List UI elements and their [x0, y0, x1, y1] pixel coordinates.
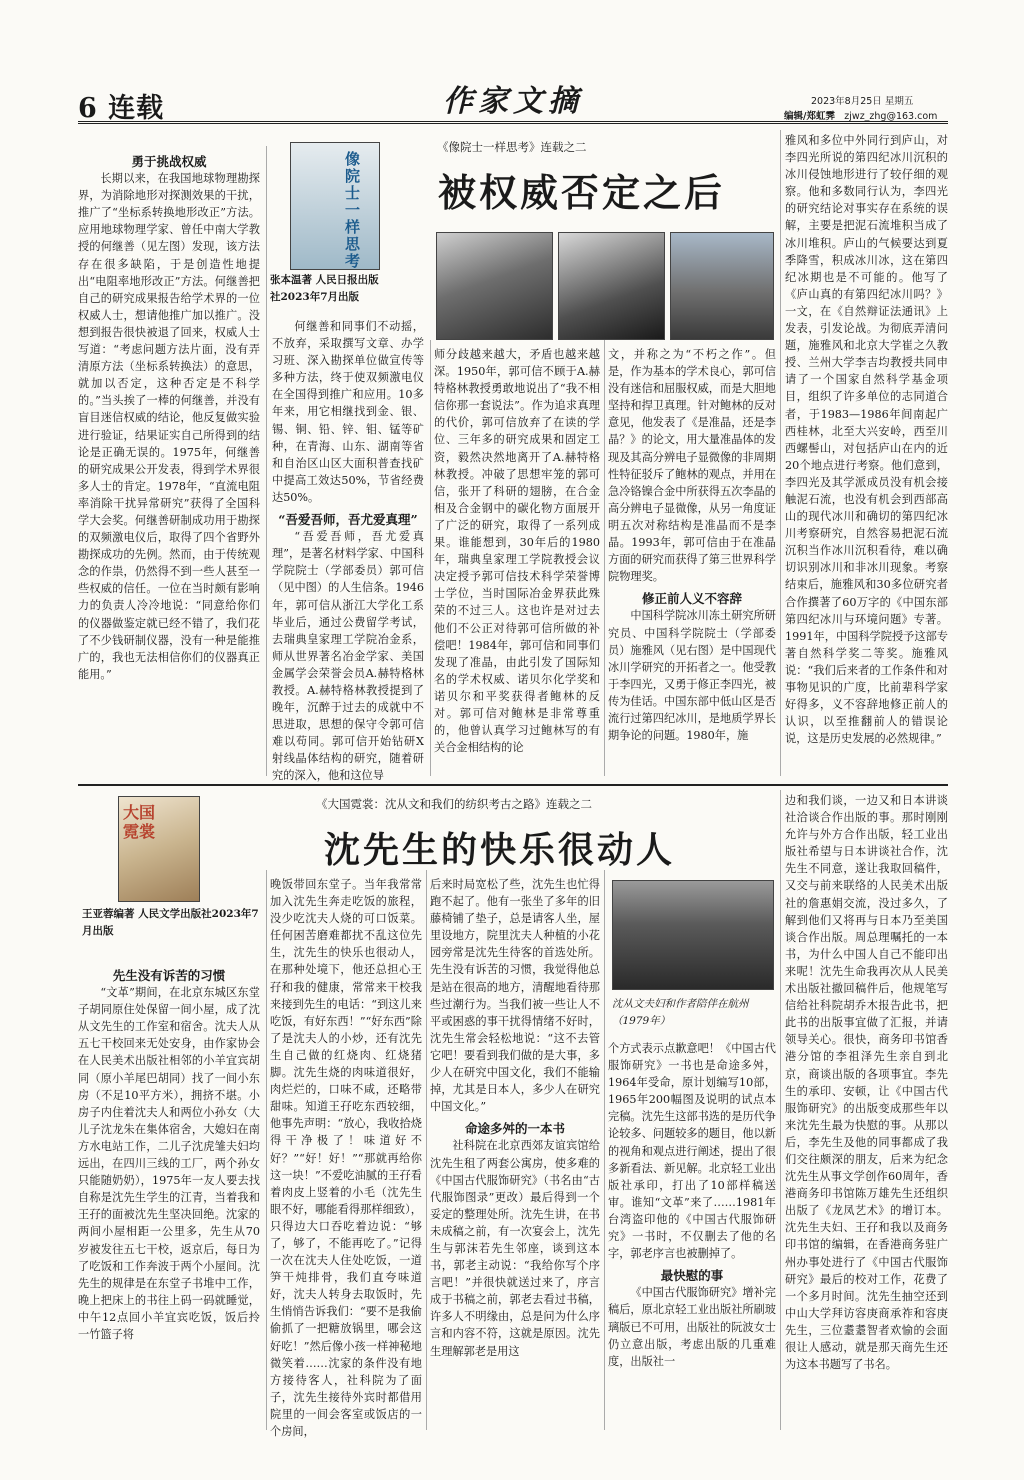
- subheading: “吾爱吾师，吾尤爱真理”: [278, 512, 418, 528]
- photo-shen-couple: [612, 880, 774, 990]
- body-text: 个方式表示点歉意吧！《中国古代服饰研究》一书也是命途多舛，1964年受命，原计划编写10部，1965年200幅图及说明的试点本完稿。沈先生这部书选的是历代争论较多、问题较多的题目，他以新的视角和观点进行阐述，提出了很多新看法、新见解。北京轻工业出版社承印，打出了10部样稿送审。谁知“文革”来了……1981年台湾盗印他的《中国古代服饰研究》一书时，不仅删去了他的名字，郭老序言也被删掉了。: [608, 1042, 776, 1261]
- subheading: 勇于挑战权威: [131, 154, 207, 169]
- portrait-he-jishan: [436, 232, 553, 340]
- body-text: 何继善和同事们不动摇，不放弃，采取撰写文章、办学习班、深入勘探单位做宣传等多种方法，终于使双频激电仪在全国得到推广和应用。10多年来，用它相继找到金、银、锡、铜、铅、锌、钼、锰等矿种，在青海、山东、湖南等省和自治区山区大面积普查找矿中提高工效达50%，节省经费达50%。: [272, 320, 424, 504]
- article1-column-4: [608, 346, 776, 776]
- body-text: 文，并称之为“不朽之作”。但是，作为基本的学术良心，郭可信没有迷信和屈服权威，而是大胆地坚持和捍卫真理。针对鲍林的反对意见，他发表了《是准晶，还是李晶？》的论文，用大量准晶体的发现及其高分辨电子显微像的非周期性特征驳斥了鲍林的观点，并用在急冷铬镍合金中所获得五次李晶的高分辨电子显微像，从另一角度证明五次对称结构是准晶而不是李晶。1993年，郭可信由于在准晶方面的研究而获得了第三世界科学院物理奖。: [608, 348, 776, 584]
- article2-column-3: [430, 876, 600, 1426]
- body-text: 后来时局宽松了些，沈先生也忙得跑不起了。他有一张坐了多年的旧藤椅铺了垫子，总是请客人坐，屋里设地方，院里沈夫人种植的小花园旁常是沈先生待客的首选处所。先生没有诉苦的习惯，我觉得他总是站在很高的地方，清醒地看待那些过潮行为。当我们被一些让人不平或困惑的事干扰得情绪不好时，沈先生常会轻松地说：“这不去管它吧！要看到我们做的是大事，多少人在研究中国文化，我们不能输掉，尤其是日本人，多少人在研究中国文化。”: [430, 878, 600, 1114]
- subheading: 修正前人义不容辞: [641, 591, 742, 607]
- subheading: 最快慰的事: [660, 1268, 724, 1284]
- col-divider: [780, 790, 781, 1430]
- body-text: 师分歧越来越大，矛盾也越来越深。1950年，郭可信不顾于A.赫特格林教授勇敢地说出了“我不相信你那一套说法”。作为追求真理的代价，郭可信放弃了在读的学位、三年多的研究成果和固定工资，毅然决然地离开了A.赫特格林教授。冲破了思想牢笼的郭可信，张开了科研的翅膀，在合金相及合金钢中的碳化物方面展开了广泛的研究，取得了一系列成果。谁能想到，30年后的1980年，瑞典皇家理工学院教授会议决定授予郭可信技术科学荣誉博士学位，当时国际冶金界获此殊荣的不过三人。这也许是对过去他们不公正对待郭可信所做的补偿吧！1984年，郭可信和同事们发现了准晶，由此引发了国际知名的学术权威、诺贝尔化学奖和诺贝尔和平奖获得者鲍林的反对。郭可信对鲍林是非常尊重的，他曾认真学习过鲍林写的有关合金相结构的论: [434, 348, 600, 755]
- book-cover-2: [118, 796, 200, 902]
- book-caption-2: 王亚蓉编著 人民文学出版社2023年7月出版: [82, 908, 259, 937]
- headline-2: 沈先生的快乐很动人: [324, 829, 676, 871]
- col-divider: [426, 870, 427, 1430]
- headline-1: 被权威否定之后: [438, 170, 726, 215]
- article1-column-2: [272, 318, 424, 783]
- col-divider: [430, 340, 431, 776]
- section-divider: [78, 784, 948, 786]
- body-text: 中国科学院冰川冻土研究所研究员、中国科学院院士（学部委员）施雅风（见右图）是中国现代冰川学研究的开拓者之一。他受教于李四光，又勇于修正李四光，被传为佳话。中国东部中低山区是否流行过第四纪冰川，是地质学界长期争论的问题。1980年，施: [608, 609, 776, 743]
- body-text: 长期以来，在我国地球物理勘探界，为消除地形对探测效果的干扰，推广了“坐标系转换地形改正”方法。应用地球物理学家、曾任中南大学教授的何继善（见左图）发现，该方法存在很多缺陷，于是创造性地提出“电阻率地形改正”方法。何继善把自己的研究成果报告给学术界的一位权威人士，想请他推广加以推广。没想到报告很快被退了回来，权威人士写道：“考虑问题方法片面，没有弄清原方法（坐标系转换法）的意思，就加以否定，这种否定是不科学的。”当头挨了一棒的何继善，并没有盲目迷信权威的结论，他反复做实验进行验证，结果证实自己所得到的结论是正确无误的。1975年，何继善的研究成果公开发表，得到学术界很多人士的肯定。1978年，“直流电阻率消除干扰异常研究”获得了全国科学大会奖。何继善研制成功用于勘探的双频激电仪后，取得了四个省野外勘探成功的先例。然而，由于传统观念的作祟，仍然得不到一些人甚至一些权威的信任。一位在当时颇有影响力的负责人冷冷地说：“同意给你们的仪器做鉴定就已经不错了，我们花了不少钱研制仪器，没有一种是能推广的，我也无法相信你们的仪器真正能用。”: [78, 172, 260, 681]
- col-divider: [604, 870, 605, 1430]
- body-text: 雅风和多位中外同行到庐山，对李四光所说的第四纪冰川沉积的冰川侵蚀地形进行了较仔细的观察。他和多数同行认为，李四光的研究结论对事实存在系统的误解，主要是把泥石流堆积当成了冰川堆积。庐山的气候要达到夏季降雪，积成冰川冰，这在第四纪冰期也是不可能的。他写了《庐山真的有第四纪冰川吗？》一文，在《自然辩证法通讯》上发表，引发论战。为彻底弄清问题，施雅风和北京大学崔之久教授、兰州大学李吉均教授共同申请了一个国家自然科学基金项目，组织了许多单位的志同道合者，于1983—1986年间南起广西桂林，北至大兴安岭，西至川西螺髻山，对包括庐山在内的近20个地点进行考察。他们意到，李四光及其学派成员没有机会接触泥石流，也没有机会到西部高山的现代冰川和确切的第四纪冰川考察研究，自然容易把泥石流沉积当作冰川沉积看待，难以确切识别冰川和非冰川现象。考察结束后，施雅风和30多位研究者合作撰著了60万字的《中国东部第四纪冰川与环境问题》专著。1991年，中国科学院授予这部专著自然科学奖二等奖。施雅风说：“我们后来者的工作条件和对事物见识的广度，比前辈科学家好得多，义不容辞地修正前人的认识，以至推翻前人的错误论说，这是历史发展的必然规律。”: [785, 134, 948, 746]
- book-cover-2-title: 大国霓裳: [123, 803, 156, 841]
- col-divider: [780, 130, 781, 776]
- article1-column-5: [785, 132, 948, 776]
- article2-column-2: [270, 876, 422, 1438]
- body-text: 晚饭带回东堂子。当年我常常加入沈先生奔走吃饭的旅程，没少吃沈夫人烧的可口饭菜。任何困苦磨难都扰不乱这位先生，沈先生的快乐也很动人，在那种处境下，他还总担心王孖和我的健康，常常来干校我来接到先生的电话：“到这儿来吃饭，有好东西！”“好东西”除了是沈夫人的小炒，还有沈先生自己做的红烧肉、红烧猪脚。沈先生烧的肉味道很好，肉烂烂的，口味不咸，还略带甜味。知道王孖吃东西较细，他事先声明：“放心，我收拾烧得干净极了！味道好不好？”“好！好！”“那就再给你这一块！”不爱吃油腻的王孖看着肉皮上竖着的小毛（沈先生眼不好，哪能看得那样细致），只得边大口吞吃着边说：“够了，够了，不能再吃了。”记得一次在沈夫人住处吃饭，一道笋干炖排骨，我们直夸味道好，沈夫人转身去取饭时，先生悄悄告诉我们：“要不是我偷偷抓了一把糖放锅里，哪会这好吃！”然后像小孩一样神秘地微笑着……沈家的条件没有地方接待客人，社科院为了面子，沈先生接待外宾时都借用院里的一间会客室或饭店的一个房间，: [270, 878, 422, 1438]
- book-cover-1-title: 像院士一样思考: [345, 150, 361, 270]
- photo-caption-2: 沈从文夫妇和作者陪伴在航州（1979年）: [612, 998, 749, 1027]
- editor-name: 编辑/郑虹霁: [784, 111, 835, 122]
- article2-column-4: [608, 1040, 776, 1426]
- subheading: 命途多舛的一本书: [464, 1121, 565, 1137]
- article2-column-1: [78, 962, 260, 1426]
- article1-column-1: [78, 148, 260, 776]
- portrait-guo-kexin: [558, 232, 665, 340]
- body-text: 社科院在北京西郊友谊宾馆给沈先生租了两套公寓房，使多难的《中国古代服饰研究》（书名由“古代服饰图录”更改）最后得到一个妥定的整理处所。沈先生讲，在书未成稿之前，有一次宴会上，沈先生与郭沫若先生邻座，谈到这本书，郭老主动说：“我给你写个序言吧！”并很快就送过来了，序言成于书稿之前，郭老去看过书稿，许多人不明缘由，总是问为什么序言和内容不符，这就是原因。沈先生理解郭老是用这: [430, 1139, 600, 1358]
- editor-email: zjwz_zhg@163.com: [844, 111, 938, 122]
- header-rule: [78, 121, 948, 124]
- body-text: “文革”期间，在北京东城区东堂子胡同原住处保留一间小屋，成了沈从文先生的工作室和宿舍。沈夫人从五七干校回来无处安身，由作家协会在人民美术出版社相邻的小羊宜宾胡同（原小羊尾巴胡同）找了一间小东房（不足10平方米），拥挤不堪。小房子内住着沈夫人和两位小孙女（大儿子沈龙朱在集体宿舍，大媳妇在南方水电站工作，二儿子沈虎雏夫妇均远出，在四川三线的工厂，两个孙女只能随奶奶），1975年一友人要去找自称是沈先生学生的江青，当着我和王孖的面被沈先生坚决回绝。沈家的两间小屋相距一公里多，先生从70岁被发往五七干校，返京后，每日为了吃饭和工作奔波于两个小屋间。沈先生的规律是在东堂子书堆中工作，晚上把床上的书往上码一码就睡觉，中午12点回小羊宜宾吃饭，饭后拎一竹篮子将: [78, 986, 260, 1341]
- issue-date: 2023年8月25日 星期五: [811, 96, 914, 107]
- col-divider: [604, 340, 605, 776]
- col-divider: [266, 146, 267, 776]
- book-caption-1: 张本温著 人民日报出版社2023年7月出版: [270, 274, 379, 303]
- page-label: 6 连载: [78, 93, 165, 124]
- body-text: 《中国古代服饰研究》增补完稿后，原北京轻工业出版社所刷玻璃版已不可用，出版社的阮波女士仍立意出版，考虑出版的几重难度，出版社一: [608, 1286, 776, 1368]
- article1-column-3: [434, 346, 600, 776]
- series-label-1: 《像院士一样思考》连载之二: [437, 140, 587, 154]
- body-text: “吾爱吾师，吾尤爱真理”，是著名材料学家、中国科学院院士（学部委员）郭可信（见中图）的人生信条。1946年，郭可信从浙江大学化工系毕业后，通过公费留学考试，去瑞典皇家理工学院冶金系，师从世界著名冶金学家、美国金属学会荣誉会员A.赫特格林教授。A.赫特格林教授提到了晚年，沉醉于过去的成就中不思进取，思想的保守令郭可信难以苟同。郭可信开始钻研X射线晶体结构的研究，随着研究的深入，他和这位导: [272, 530, 424, 783]
- masthead-logo: 作家文摘: [443, 84, 583, 119]
- body-text: 边和我们谈，一边又和日本讲谈社洽谈合作出版的事。那时刚刚允许与外方合作出版，轻工业出版社希望与日本讲谈社合作，沈先生不同意，遂让我取回稿件，又交与前来联络的人民美术出版社的詹惠娟交流，没过多久，了解到他们又将再与日本乃至美国谈合作出版。周总理嘱托的一本书，为什么中国人自己不能印出来呢！沈先生命我再次从人民美术出版社撤回稿件后，他规笔写信给社科院胡乔木报告此书，把此书的出版事宜做了汇报，并请领导关心。很快，商务印书馆香港分馆的李祖泽先生亲自到北京，商谈出版的各项事宜。李先生的承印、安顿，让《中国古代服饰研究》的出版变成那些年以来沈先生最为快慰的事。从那以后，李先生及他的同事都成了我们交往颇深的朋友，后来为纪念沈先生从事文学创作60周年，香港商务印书馆陈万雄先生还组织出版了《龙凤艺术》的增订本。沈先生夫妇、王孖和我以及商务印书馆的编辑，在香港商务驻广州办事处进行了《中国古代服饰研究》最后的校对工作，花费了一个多月时间。沈先生抽空还到中山大学拜访容庚商承祚和容庚先生，三位耋耋智者欢愉的会面很让人感动，就是那天商先生还为这本书题写了书名。: [785, 794, 948, 1372]
- series-label-2: 《大国霓裳：沈从文和我们的纺织考古之路》连载之二: [316, 797, 592, 811]
- article2-column-5: [785, 792, 948, 1426]
- portrait-shi-yafeng: [670, 232, 774, 340]
- col-divider: [266, 870, 267, 1430]
- book-cover-1: [290, 142, 380, 270]
- subheading: 先生没有诉苦的习惯: [112, 968, 226, 983]
- editor-line: [784, 108, 937, 122]
